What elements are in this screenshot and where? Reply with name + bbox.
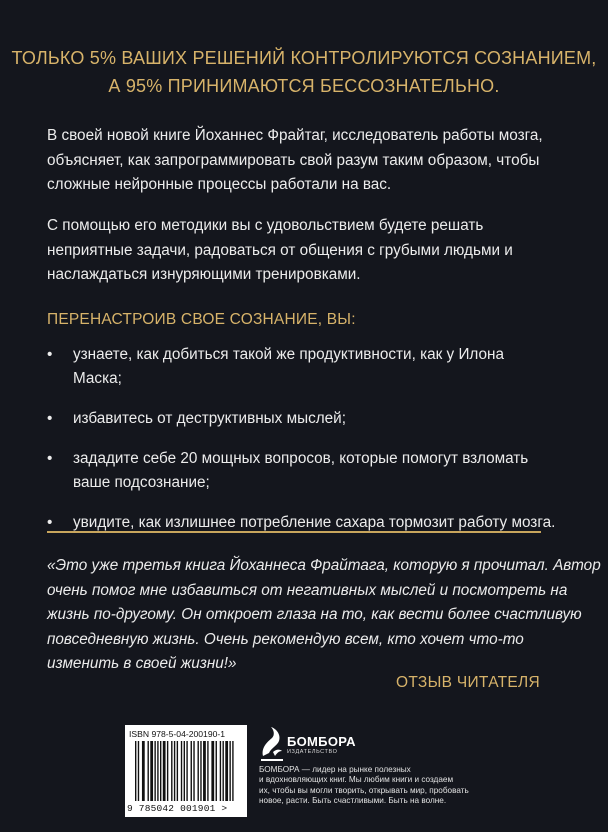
barcode-bar <box>177 741 178 801</box>
barcode-bar <box>142 741 145 801</box>
barcode-bar <box>203 741 206 801</box>
barcode-bar <box>148 741 149 801</box>
barcode-bar <box>150 741 153 801</box>
barcode-bar <box>191 741 192 801</box>
benefits-heading: ПЕРЕНАСТРОИВ СВОЕ СОЗНАНИЕ, ВЫ: <box>47 311 356 328</box>
headline <box>0 44 608 100</box>
quote-attribution: ОТЗЫВ ЧИТАТЕЛЯ <box>395 674 540 691</box>
publisher-name: БОМБОРА <box>287 734 356 749</box>
isbn-label: ISBN 978-5-04-200190-1 <box>129 729 226 739</box>
barcode-bar <box>186 741 187 801</box>
barcode-bar <box>225 741 228 801</box>
intro-line-2: объясняет, как запрограммировать свой разум таким образом, чтобы <box>47 151 540 169</box>
quote-line-5: изменить в своей жизни!» <box>47 655 237 672</box>
divider <box>47 531 541 533</box>
list-item <box>47 407 567 431</box>
bullet-icon: • <box>47 450 53 467</box>
publisher-line-2: и вдохновляющих книг. Мы любим книги и создаем <box>259 775 454 785</box>
barcode-bar <box>174 741 175 801</box>
barcode-number: 9 785042 001901 > <box>127 803 228 814</box>
barcode-bar <box>167 741 168 801</box>
barcode-bar <box>229 741 230 801</box>
barcode-bar <box>211 741 214 801</box>
intro-line-3: сложные нейронные процессы работали на вас. <box>47 176 392 193</box>
intro-line-1: В своей новой книге Йоханнес Фрайтаг, исследователь работы мозга, <box>47 127 543 144</box>
barcode-bar <box>207 741 208 801</box>
barcode-bar <box>220 741 221 801</box>
headline-line-1: ТОЛЬКО 5% ВАШИХ РЕШЕНИЙ КОНТРОЛИРУЮТСЯ СОЗНАНИЕМ, <box>11 48 597 68</box>
list-item-text: Маска; <box>73 370 122 387</box>
method-paragraph <box>47 214 567 288</box>
reader-quote <box>47 554 601 677</box>
list-item-text: избавитесь от деструктивных мыслей; <box>73 410 346 427</box>
benefits-list <box>47 343 567 551</box>
list-item-text: узнаете, как добиться такой же продуктивности, как у Илона <box>73 346 504 363</box>
publisher-line-4: новое, расти. Быть счастливыми. Быть на волне. <box>259 795 447 805</box>
publisher-line-1: БОМБОРА — лидер на рынке полезных <box>259 765 411 774</box>
bullet-icon: • <box>47 514 53 531</box>
barcode-bar <box>138 741 139 801</box>
barcode-bar <box>216 741 217 801</box>
list-item <box>47 447 567 495</box>
barcode-bar <box>160 741 161 801</box>
list-item <box>47 343 567 391</box>
list-item-text: зададите себе 20 мощных вопросов, которые помогут взломать <box>73 450 529 467</box>
barcode-bar <box>232 741 233 801</box>
publisher-logo <box>259 722 369 762</box>
barcode-bar <box>193 741 194 801</box>
list-item-text: ваше подсознание; <box>73 474 210 491</box>
barcode-bar <box>223 741 224 801</box>
barcode <box>125 725 247 817</box>
bullet-icon: • <box>47 346 53 363</box>
quote-line-4: повседневную жизнь. Очень рекомендую всем, кто хочет что-то <box>47 630 524 648</box>
quote-line-2: очень помог мне избавиться от негативных мыслей и посмотреть на <box>47 581 568 599</box>
method-line-1: С помощью его методики вы с удовольствием будете решать <box>47 217 484 234</box>
method-line-3: наслаждаться изнуряющими тренировками. <box>47 266 361 283</box>
barcode-bar <box>198 741 199 801</box>
barcode-bar <box>163 741 166 801</box>
barcode-bar <box>181 741 182 801</box>
barcode-bar <box>135 741 136 801</box>
list-item-text: увидите, как излишнее потребление сахара тормозит работу мозга. <box>73 514 556 531</box>
barcode-bar <box>154 741 155 801</box>
intro-paragraph <box>47 124 567 198</box>
headline-line-2: А 95% ПРИНИМАЮТСЯ БЕССОЗНАТЕЛЬНО. <box>108 76 500 96</box>
quote-line-1: «Это уже третья книга Йоханнеса Фрайтага, которую я прочитал. Автор <box>47 557 601 574</box>
barcode-bar <box>200 741 201 801</box>
publisher-tagline: ИЗДАТЕЛЬСТВО <box>287 749 338 755</box>
publisher-description <box>259 765 489 806</box>
method-line-2: неприятные задачи, радоваться от общения с грубыми людьми и <box>47 241 513 259</box>
barcode-bars <box>135 741 237 801</box>
bombora-wave-icon <box>259 722 285 762</box>
quote-line-3: жизнь по-другому. Он откроет глаза на то, как вести более счастливую <box>47 606 582 623</box>
barcode-bar <box>157 741 158 801</box>
barcode-bar <box>184 741 185 801</box>
barcode-bar <box>171 741 172 801</box>
publisher-line-3: их, чтобы вы могли творить, открывать мир, пробовать <box>259 785 469 795</box>
bullet-icon: • <box>47 410 53 427</box>
